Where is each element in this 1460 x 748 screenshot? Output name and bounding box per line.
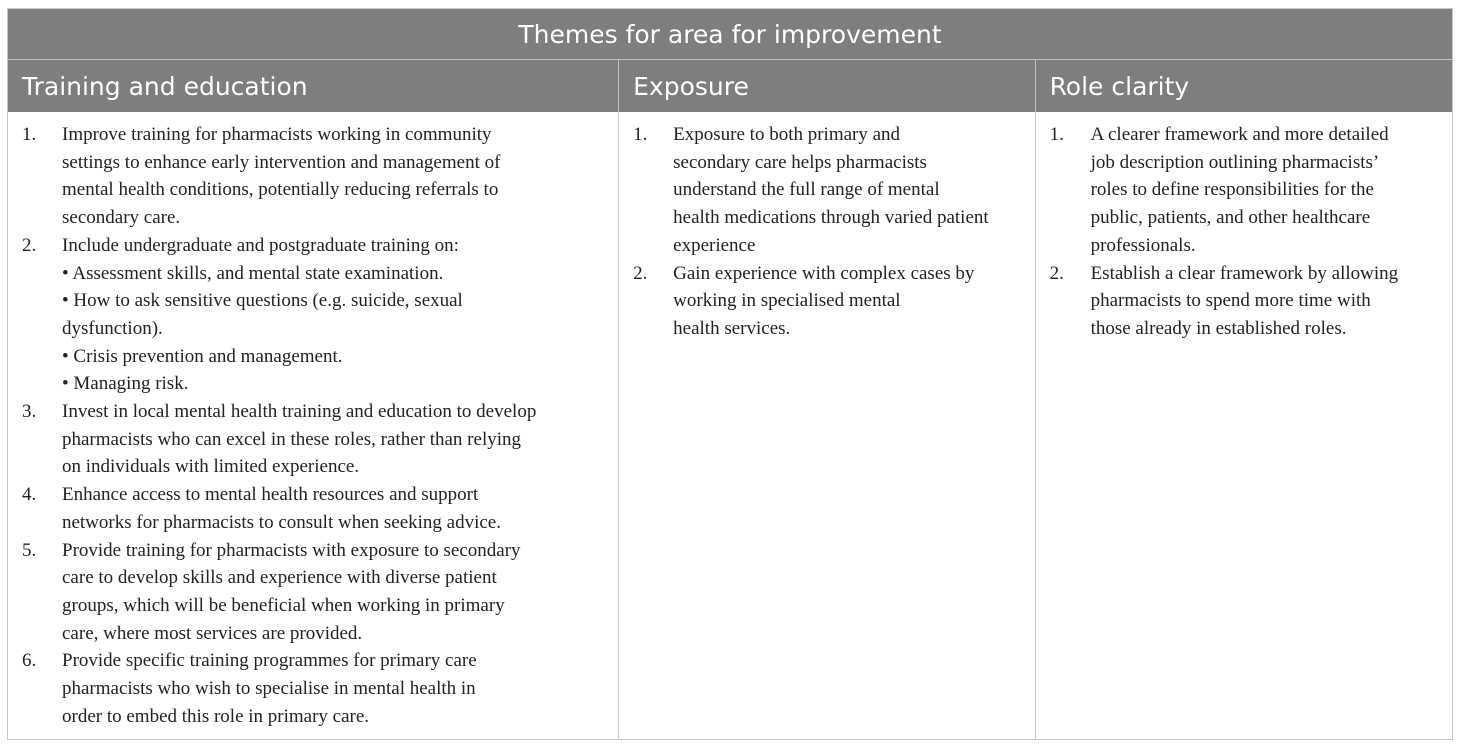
table-body-row bbox=[8, 112, 1452, 740]
improvement-themes-table bbox=[7, 8, 1453, 740]
text-line: • How to ask sensitive questions (e.g. suicide, sexual bbox=[62, 290, 463, 312]
text-line: dysfunction). bbox=[62, 317, 163, 339]
sub-bullet bbox=[8, 370, 618, 398]
text-line: on individuals with limited experience. bbox=[62, 456, 360, 478]
text-line: • Crisis prevention and management. bbox=[62, 345, 343, 367]
list-item-number: 4. bbox=[22, 484, 37, 506]
text-line: job description outlining pharmacists’ bbox=[1090, 151, 1380, 173]
text-line: secondary care. bbox=[62, 207, 181, 229]
text-line: working in specialised mental bbox=[673, 290, 901, 312]
text-line: care, where most services are provided. bbox=[62, 622, 363, 644]
text-line: mental health conditions, potentially reducing referrals to bbox=[62, 179, 499, 201]
list-item-number: 1. bbox=[633, 124, 648, 145]
text-line: professionals. bbox=[1090, 234, 1196, 256]
text-line: Invest in local mental health training and education to develop bbox=[62, 401, 537, 423]
list-item-text bbox=[1036, 260, 1452, 343]
text-line: pharmacists who can excel in these roles, rather than relying bbox=[62, 428, 521, 450]
sub-bullet bbox=[8, 260, 618, 288]
text-line: Enhance access to mental health resources and support bbox=[62, 484, 479, 506]
text-line: settings to enhance early intervention and management of bbox=[62, 151, 501, 173]
text-line: • Assessment skills, and mental state examination. bbox=[62, 262, 444, 284]
list-item-number: 2. bbox=[22, 234, 37, 256]
list-item-number: 2. bbox=[633, 262, 648, 284]
list-item bbox=[619, 260, 1034, 343]
list-item-text bbox=[619, 121, 1034, 260]
role-clarity-cell bbox=[1036, 112, 1452, 740]
text-line: Provide training for pharmacists with exposure to secondary bbox=[62, 539, 521, 561]
text-line: pharmacists to spend more time with bbox=[1090, 290, 1371, 312]
list-item-number: 3. bbox=[22, 401, 37, 423]
list-item bbox=[1036, 260, 1452, 343]
text-line: public, patients, and other healthcare bbox=[1090, 207, 1371, 229]
column-header-role-clarity: Role clarity bbox=[1049, 71, 1190, 101]
training-list bbox=[8, 121, 618, 730]
list-item-text bbox=[8, 232, 618, 260]
list-item-text bbox=[1036, 121, 1452, 260]
text-line: order to embed this role in primary care. bbox=[62, 705, 370, 727]
training-cell bbox=[8, 112, 619, 740]
list-item-number: 6. bbox=[22, 650, 37, 672]
text-line: care to develop skills and experience with diverse patient bbox=[62, 567, 497, 589]
role-clarity-list bbox=[1036, 121, 1452, 343]
list-item bbox=[8, 481, 618, 536]
list-item bbox=[8, 647, 618, 730]
text-line: Provide specific training programmes for primary care bbox=[62, 650, 477, 672]
table-title: Themes for area for improvement bbox=[8, 9, 1452, 60]
list-item bbox=[8, 537, 618, 648]
list-item bbox=[1036, 121, 1452, 260]
list-item-text bbox=[8, 121, 618, 232]
text-line: understand the full range of mental bbox=[673, 179, 940, 201]
list-item bbox=[8, 121, 618, 232]
list-item-text bbox=[8, 537, 618, 648]
list-item-text bbox=[619, 260, 1034, 343]
text-line: Improve training for pharmacists working in community bbox=[62, 124, 492, 145]
sub-bullet bbox=[8, 343, 618, 371]
text-line: • Managing risk. bbox=[62, 373, 189, 395]
list-item bbox=[8, 398, 618, 481]
list-item bbox=[619, 121, 1034, 260]
text-line: Establish a clear framework by allowing bbox=[1090, 262, 1399, 284]
text-line: roles to define responsibilities for the bbox=[1090, 179, 1374, 201]
column-header-training: Training and education bbox=[8, 60, 619, 112]
text-line: groups, which will be beneficial when working in primary bbox=[62, 594, 505, 616]
exposure-cell bbox=[619, 112, 1035, 740]
text-line: Exposure to both primary and bbox=[673, 124, 901, 145]
text-line: health services. bbox=[673, 317, 791, 339]
sub-bullet bbox=[8, 287, 618, 342]
list-item-number: 1. bbox=[1049, 124, 1064, 145]
text-line: those already in established roles. bbox=[1090, 317, 1347, 339]
text-line: pharmacists who wish to specialise in mental health in bbox=[62, 678, 476, 700]
text-line: health medications through varied patient bbox=[673, 207, 989, 229]
list-item-text bbox=[8, 398, 618, 481]
text-line: Gain experience with complex cases by bbox=[673, 262, 975, 284]
text-line: Include undergraduate and postgraduate training on: bbox=[62, 234, 459, 256]
list-item-number: 1. bbox=[22, 124, 37, 145]
list-item-text bbox=[8, 647, 618, 730]
text-line: networks for pharmacists to consult when seeking advice. bbox=[62, 511, 501, 533]
column-header-row bbox=[8, 60, 1452, 112]
text-line: secondary care helps pharmacists bbox=[673, 151, 927, 173]
text-line: experience bbox=[673, 234, 756, 256]
list-item bbox=[8, 232, 618, 398]
column-header-exposure: Exposure bbox=[619, 60, 1035, 112]
list-item-text bbox=[8, 481, 618, 536]
exposure-list bbox=[619, 121, 1034, 343]
text-line: A clearer framework and more detailed bbox=[1090, 124, 1389, 145]
list-item-number: 2. bbox=[1049, 262, 1064, 284]
list-item-number: 5. bbox=[22, 539, 37, 561]
